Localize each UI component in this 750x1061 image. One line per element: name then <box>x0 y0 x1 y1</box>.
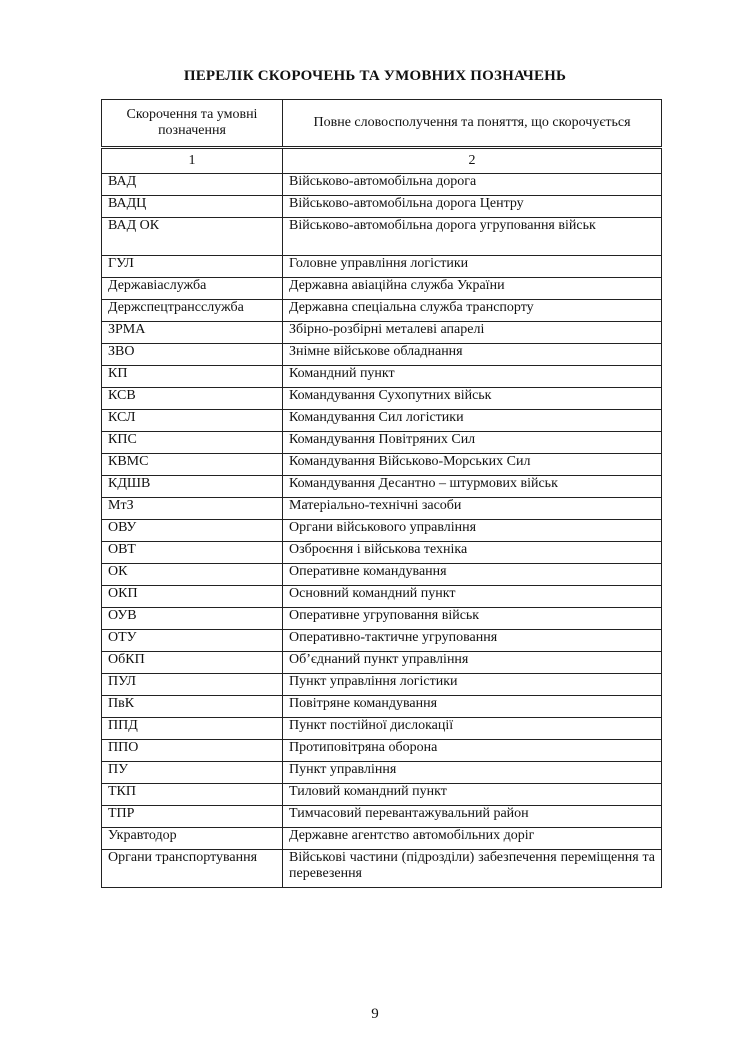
abbreviation-cell: ГУЛ <box>102 256 283 278</box>
full-term-cell: Командування Сил логістики <box>283 410 662 432</box>
column-number-1: 1 <box>102 148 283 174</box>
full-term-cell: Об’єднаний пункт управління <box>283 652 662 674</box>
table-row <box>102 586 662 608</box>
table-row <box>102 476 662 498</box>
page-number: 9 <box>371 1006 379 1022</box>
abbreviation-cell: КП <box>102 366 283 388</box>
abbreviation-cell: ОУВ <box>102 608 283 630</box>
full-term-cell: Державна авіаційна служба України <box>283 278 662 300</box>
table-row <box>102 344 662 366</box>
abbreviation-cell: ОКП <box>102 586 283 608</box>
table-row <box>102 322 662 344</box>
full-term-cell: Озброєння і військова техніка <box>283 542 662 564</box>
abbreviation-cell: ППД <box>102 718 283 740</box>
table-row <box>102 608 662 630</box>
table-row <box>102 174 662 196</box>
abbreviation-cell: ОВТ <box>102 542 283 564</box>
abbreviation-cell: ПвК <box>102 696 283 718</box>
table-row <box>102 718 662 740</box>
table-row <box>102 498 662 520</box>
header-abbreviation: Скорочення та умовні позначення <box>102 100 283 148</box>
abbreviation-cell: КСЛ <box>102 410 283 432</box>
abbreviation-cell: Держспецтрансслужба <box>102 300 283 322</box>
abbreviation-cell: ПУ <box>102 762 283 784</box>
full-term-cell: Військові частини (підрозділи) забезпечення переміщення та перевезення <box>283 850 662 888</box>
table-row <box>102 674 662 696</box>
header-full-term: Повне словосполучення та поняття, що скорочується <box>283 100 662 148</box>
table-row <box>102 410 662 432</box>
abbreviation-cell: ОбКП <box>102 652 283 674</box>
full-term-cell: Органи військового управління <box>283 520 662 542</box>
abbreviation-cell: ВАД ОК <box>102 218 283 256</box>
full-term-cell: Державна спеціальна служба транспорту <box>283 300 662 322</box>
full-term-cell: Військово-автомобільна дорога угруповання військ <box>283 218 662 256</box>
full-term-cell: Військово-автомобільна дорога <box>283 174 662 196</box>
table-row <box>102 432 662 454</box>
table-row <box>102 196 662 218</box>
full-term-cell: Знімне військове обладнання <box>283 344 662 366</box>
table-body <box>102 100 662 888</box>
full-term-cell: Основний командний пункт <box>283 586 662 608</box>
table-row <box>102 542 662 564</box>
table-row <box>102 740 662 762</box>
page-title: ПЕРЕЛІК СКОРОЧЕНЬ ТА УМОВНИХ ПОЗНАЧЕНЬ <box>183 68 567 84</box>
table-row <box>102 806 662 828</box>
table-row <box>102 256 662 278</box>
abbreviation-cell: ЗРМА <box>102 322 283 344</box>
full-term-cell: Державне агентство автомобільних доріг <box>283 828 662 850</box>
full-term-cell: Оперативне угруповання військ <box>283 608 662 630</box>
full-term-cell: Пункт управління логістики <box>283 674 662 696</box>
table-row <box>102 520 662 542</box>
table-row <box>102 366 662 388</box>
table-row <box>102 784 662 806</box>
column-number-2: 2 <box>283 148 662 174</box>
table-row <box>102 652 662 674</box>
abbreviation-cell: МтЗ <box>102 498 283 520</box>
full-term-cell: Командування Десантно – штурмових військ <box>283 476 662 498</box>
full-term-cell: Тимчасовий перевантажувальний район <box>283 806 662 828</box>
abbreviations-table <box>101 99 662 888</box>
table-row <box>102 850 662 888</box>
table-row <box>102 454 662 476</box>
abbreviation-cell: ТПР <box>102 806 283 828</box>
table-row <box>102 828 662 850</box>
full-term-cell: Оперативне командування <box>283 564 662 586</box>
abbreviation-cell: ПУЛ <box>102 674 283 696</box>
full-term-cell: Командування Сухопутних військ <box>283 388 662 410</box>
table-row <box>102 388 662 410</box>
full-term-cell: Командування Повітряних Сил <box>283 432 662 454</box>
full-term-cell: Військово-автомобільна дорога Центру <box>283 196 662 218</box>
abbreviation-cell: ВАД <box>102 174 283 196</box>
abbreviation-cell: КВМС <box>102 454 283 476</box>
full-term-cell: Головне управління логістики <box>283 256 662 278</box>
abbreviation-cell: ТКП <box>102 784 283 806</box>
abbreviation-cell: ОТУ <box>102 630 283 652</box>
full-term-cell: Матеріально-технічні засоби <box>283 498 662 520</box>
table-row <box>102 278 662 300</box>
table-row <box>102 762 662 784</box>
full-term-cell: Протиповітряна оборона <box>283 740 662 762</box>
table-row <box>102 564 662 586</box>
full-term-cell: Пункт управління <box>283 762 662 784</box>
abbreviation-cell: КДШВ <box>102 476 283 498</box>
abbreviation-cell: КСВ <box>102 388 283 410</box>
abbreviation-cell: ВАДЦ <box>102 196 283 218</box>
abbreviation-cell: ЗВО <box>102 344 283 366</box>
full-term-cell: Командування Військово-Морських Сил <box>283 454 662 476</box>
full-term-cell: Оперативно-тактичне угруповання <box>283 630 662 652</box>
abbreviation-cell: ОВУ <box>102 520 283 542</box>
table-row <box>102 630 662 652</box>
full-term-cell: Пункт постійної дислокації <box>283 718 662 740</box>
full-term-cell: Командний пункт <box>283 366 662 388</box>
full-term-cell: Повітряне командування <box>283 696 662 718</box>
table-row <box>102 696 662 718</box>
full-term-cell: Збірно-розбірні металеві апарелі <box>283 322 662 344</box>
column-number-row <box>102 148 662 174</box>
table-row <box>102 218 662 256</box>
abbreviation-cell: ППО <box>102 740 283 762</box>
abbreviation-cell: КПС <box>102 432 283 454</box>
abbreviation-cell: ОК <box>102 564 283 586</box>
table-row <box>102 300 662 322</box>
abbreviation-cell: Державіаслужба <box>102 278 283 300</box>
table-header-row <box>102 100 662 148</box>
abbreviation-cell: Укравтодор <box>102 828 283 850</box>
abbreviation-cell: Органи транспортування <box>102 850 283 888</box>
full-term-cell: Тиловий командний пункт <box>283 784 662 806</box>
